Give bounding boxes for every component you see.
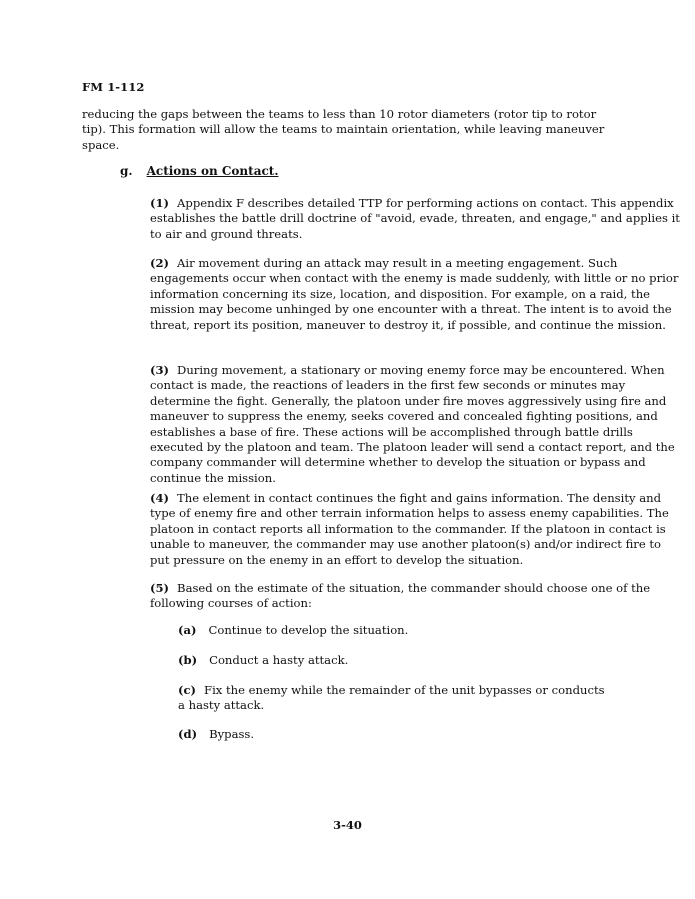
paragraph-text: Based on the estimate of the situation, the commander should choose one of the following courses of action: (150, 581, 651, 611)
section-title: Actions on Contact. (146, 164, 279, 178)
paragraph-text: During movement, a stationary or moving enemy force may be encountered. When contact is made, the reactions of leaders in the first few seconds or minutes may determine the fight. Generally, the platoon under fire moves aggressively using fire and maneuver to suppress the enemy, seeks covered and concealed fighting positions, and establishes a base of fire. These actions will be accomplished through battle drills executed by the platoon and team. The platoon leader will send a contact report, and the company commander will determine whether to develop the situation or bypass and continue the mission. (150, 363, 675, 485)
list-item-text: Bypass. (209, 727, 255, 741)
list-item-text: Fix the enemy while the remainder of the unit bypasses or conducts a hasty attack. (178, 683, 605, 713)
section-heading (120, 164, 279, 178)
paragraph-text: The element in contact continues the fight and gains information. The density and type of enemy fire and other terrain information helps to assess enemy capabilities. The platoon in contact reports all information to the commander. If the platoon in contact is unable to maneuver, the commander may use another platoon(s) and/or indirect fire to put pressure on the enemy in an effort to develop the situation. (150, 491, 669, 567)
paragraph-number: (1) (150, 196, 170, 210)
paragraph-3 (82, 363, 680, 486)
paragraph-4 (82, 491, 680, 568)
paragraph-number: (4) (150, 491, 170, 505)
course-of-action-a (178, 623, 408, 638)
manual-id-header: FM 1-112 (82, 80, 145, 94)
paragraph-2 (82, 256, 680, 333)
paragraph-number: (3) (150, 363, 170, 377)
intro-paragraph: reducing the gaps between the teams to less than 10 rotor diameters (rotor tip to rotor tip). This formation will allow the teams to maintain orientation, while leaving maneuver space. (82, 107, 605, 152)
section-letter: g. (120, 164, 133, 178)
paragraph-number: (2) (150, 256, 170, 270)
course-of-action-b (178, 653, 348, 668)
paragraph-text: Appendix F describes detailed TTP for performing actions on contact. This appendix establishes the battle drill doctrine of "avoid, evade, threaten, and engage," and applies it to air and ground threats. (150, 196, 680, 241)
page-number: 3-40 (333, 818, 362, 832)
list-item-text: Conduct a hasty attack. (209, 653, 349, 667)
list-item-number: (d) (178, 727, 198, 741)
paragraph-1 (82, 196, 680, 242)
course-of-action-d (178, 727, 254, 742)
list-item-number: (a) (178, 623, 197, 637)
list-item-number: (c) (178, 683, 197, 697)
course-of-action-c (82, 683, 612, 714)
paragraph-text: Air movement during an attack may result in a meeting engagement. Such engagements occur when contact with the enemy is made suddenly, with little or no prior information concerning its size, location, and disposition. For example, on a raid, the mission may become unhinged by one encounter with a threat. The intent is to avoid the threat, report its position, maneuver to destroy it, if possible, and continue the mission. (150, 256, 679, 332)
list-item-text: Continue to develop the situation. (208, 623, 409, 637)
paragraph-number: (5) (150, 581, 170, 595)
paragraph-5 (82, 581, 680, 612)
list-item-number: (b) (178, 653, 198, 667)
